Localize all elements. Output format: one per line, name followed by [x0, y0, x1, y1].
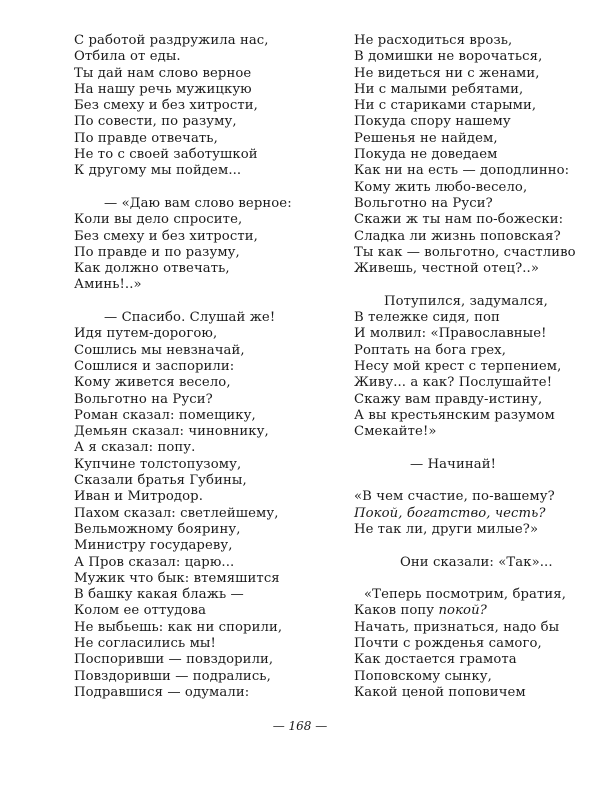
poem-line-text: Вольготно на Руси?	[354, 195, 493, 211]
poem-line-italic: покой?	[438, 603, 487, 619]
poem-line	[354, 489, 584, 505]
poem-line-text: Ты дай нам слово верное	[74, 65, 252, 81]
poem-line-text: Ты как — вольготно, счастливо	[354, 244, 576, 260]
poem-line	[74, 66, 334, 82]
poem-line-text: Не так ли, други милые?»	[354, 521, 539, 537]
poem-line	[74, 261, 334, 277]
poem-line	[74, 440, 334, 456]
poem-line-text: — Спасибо. Слушай же!	[104, 310, 276, 326]
poem-line-text: Мужик что бык: втемяшится	[74, 570, 280, 586]
poem-line	[354, 408, 584, 424]
poem-line	[74, 636, 334, 652]
poem-line-text: Повздоривши — подрались,	[74, 668, 271, 684]
poem-line-text: Не расходиться врозь,	[354, 33, 513, 48]
poem-line	[354, 457, 584, 473]
poem-line-text: Купчине толстопузому,	[74, 456, 242, 472]
poem-line-text: К другому мы пойдем...	[74, 163, 242, 179]
poem-line-text: Начать, признаться, надо бы	[354, 619, 560, 635]
poem-line-text: Вольготно на Руси?	[74, 391, 213, 407]
stanza-gap	[74, 294, 334, 310]
poem-line	[74, 245, 334, 261]
poem-line-text: Покуда не доведаем	[354, 147, 498, 163]
poem-line-text: Живешь, честной отец?..»	[354, 261, 540, 277]
poem-line	[74, 49, 334, 65]
stanza-gap	[354, 440, 584, 456]
poem-line-text: «Теперь посмотрим, братия,	[364, 587, 566, 603]
poem-line-text: Покуда спору нашему	[354, 114, 511, 130]
poem-line	[74, 163, 334, 179]
poem-line-text: — «Даю вам слово верное:	[104, 195, 292, 211]
poem-line-text: Сошлись мы невзначай,	[74, 342, 245, 358]
poem-line	[74, 229, 334, 245]
stanza-gap	[354, 538, 584, 554]
poem-line-text: С работой раздружила нас,	[74, 33, 269, 48]
poem-line-text: Покой, богатство, честь?	[354, 505, 546, 521]
poem-line-text: Кому жить любо-весело,	[354, 179, 528, 195]
poem-line-text: Скажи ж ты нам по-божески:	[354, 212, 564, 228]
poem-line-text: Решенья не найдем,	[354, 130, 498, 146]
poem-line	[74, 424, 334, 440]
poem-line	[74, 392, 334, 408]
poem-line-text: Какой ценой поповичем	[354, 684, 526, 700]
poem-line-text: В домишки не ворочаться,	[354, 49, 543, 65]
poem-line-text: Сладка ли жизнь поповская?	[354, 228, 561, 244]
stanza-gap	[354, 277, 584, 293]
poem-line-text: На нашу речь мужицкую	[74, 81, 252, 97]
poem-line	[354, 212, 584, 228]
poem-line-text: — Начинай!	[410, 456, 496, 472]
poem-line-text: Идя путем-дорогою,	[74, 326, 218, 342]
poem-line	[74, 555, 334, 571]
poem-line	[354, 375, 584, 391]
poem-line-text: Не согласились мы!	[74, 635, 216, 651]
poem-line-text: Роптать на бога грех,	[354, 342, 506, 358]
poem-line-text: Как должно отвечать,	[74, 261, 230, 277]
poem-line-text: Как достается грамота	[354, 652, 517, 668]
poem-line-text: Иван и Митродор.	[74, 489, 204, 505]
poem-line	[354, 245, 584, 261]
poem-line-text: Без смеху и без хитрости,	[74, 228, 258, 244]
poem-line	[354, 326, 584, 342]
poem-line-text: Несу мой крест с терпением,	[354, 358, 562, 374]
poem-line	[354, 652, 584, 668]
poem-line	[74, 131, 334, 147]
poem-line	[354, 33, 584, 49]
left-column	[74, 33, 334, 701]
poem-line-text: Скажу вам правду-истину,	[354, 391, 543, 407]
poem-line-text: Сошлися и заспорили:	[74, 358, 235, 374]
poem-line-text: По совести, по разуму,	[74, 114, 237, 130]
poem-line	[74, 522, 334, 538]
poem-line-text: Ни с малыми ребятами,	[354, 81, 524, 97]
poem-line-text: Не видеться ни с женами,	[354, 65, 540, 81]
poem-line	[354, 98, 584, 114]
poem-line	[354, 424, 584, 440]
poem-line-text: Поповскому сынку,	[354, 668, 492, 684]
poem-line-text: А я сказал: попу.	[74, 440, 196, 456]
poem-line	[74, 114, 334, 130]
poem-line	[74, 587, 334, 603]
poem-line-text: Как ни на есть — доподлинно:	[354, 163, 570, 179]
poem-line	[354, 147, 584, 163]
poem-line	[354, 82, 584, 98]
poem-line	[354, 310, 584, 326]
poem-line	[74, 489, 334, 505]
right-column	[354, 33, 584, 701]
poem-line-text: Коли вы дело спросите,	[74, 212, 243, 228]
poem-line-text: Сказали братья Губины,	[74, 473, 247, 489]
poem-line	[354, 603, 584, 619]
poem-line-text: А вы крестьянским разумом	[354, 407, 555, 423]
poem-line	[74, 212, 334, 228]
poem-line	[354, 196, 584, 212]
poem-line	[74, 82, 334, 98]
poem-line-text: Поспоривши — повздорили,	[74, 652, 274, 668]
poem-line-text: Отбила от еды.	[74, 49, 181, 65]
stanza-gap	[74, 180, 334, 196]
poem-line	[74, 310, 334, 326]
poem-line	[74, 33, 334, 49]
poem-line-text: А Пров сказал: царю...	[74, 554, 235, 570]
poem-line-text: Подравшися — одумали:	[74, 684, 250, 700]
poem-line	[74, 669, 334, 685]
poem-line	[354, 636, 584, 652]
poem-line	[74, 343, 334, 359]
poem-line-text: Смекайте!»	[354, 424, 437, 440]
poem-line	[354, 669, 584, 685]
poem-line	[74, 457, 334, 473]
poem-line-text: «В чем счастие, по-вашему?	[354, 489, 555, 505]
poem-line-text: Министру государеву,	[74, 538, 233, 554]
page-number: — 168 —	[272, 719, 328, 733]
poem-line-text: В башку какая блажь —	[74, 587, 244, 603]
poem-line	[74, 652, 334, 668]
poem-line	[74, 408, 334, 424]
poem-line-text: Демьян сказал: чиновнику,	[74, 424, 269, 440]
poem-line-text: Ни с стариками старыми,	[354, 98, 537, 114]
poem-line-text: Кому живется весело,	[74, 375, 231, 391]
poem-line	[354, 359, 584, 375]
poem-line-text: И молвил: «Православные!	[354, 326, 547, 342]
poem-line	[74, 147, 334, 163]
poem-line	[354, 294, 584, 310]
poem-line	[354, 114, 584, 130]
poem-line	[74, 473, 334, 489]
poem-line-text: Почти с рожденья самого,	[354, 635, 542, 651]
poem-line-text: В тележке сидя, поп	[354, 310, 500, 326]
poem-line-text: Живу... а как? Послушайте!	[354, 375, 553, 391]
poem-line	[74, 506, 334, 522]
poem-line	[354, 343, 584, 359]
poem-line	[74, 603, 334, 619]
poem-line	[354, 506, 584, 522]
poem-line	[354, 180, 584, 196]
poem-line	[74, 277, 334, 293]
poem-line	[354, 163, 584, 179]
poem-line-text: Роман сказал: помещику,	[74, 407, 256, 423]
poem-line-text: Без смеху и без хитрости,	[74, 98, 258, 114]
poem-line	[74, 538, 334, 554]
poem-line	[74, 685, 334, 701]
poem-line	[74, 375, 334, 391]
poem-line	[354, 620, 584, 636]
poem-line-text: Колом ее оттудова	[74, 603, 207, 619]
poem-line	[354, 49, 584, 65]
poem-line	[74, 571, 334, 587]
poem-line-text: Пахом сказал: светлейшему,	[74, 505, 279, 521]
poem-line	[74, 359, 334, 375]
poem-line-text: Они сказали: «Так»...	[400, 554, 553, 570]
poem-line	[354, 587, 584, 603]
poem-line-text: Потупился, задумался,	[384, 293, 548, 309]
poem-line	[354, 66, 584, 82]
poem-line-text: Не то с своей заботушкой	[74, 147, 258, 163]
poem-line	[354, 685, 584, 701]
poem-line	[354, 131, 584, 147]
poem-line	[74, 98, 334, 114]
poem-line-text: Не выбьешь: как ни спорили,	[74, 619, 283, 635]
poem-line	[354, 555, 584, 571]
poem-line	[354, 392, 584, 408]
poem-line	[354, 229, 584, 245]
poem-line-text: Вельможному боярину,	[74, 521, 241, 537]
stanza-gap	[354, 473, 584, 489]
poem-line-text: Аминь!..»	[74, 277, 142, 293]
poem-line-text: По правде и по разуму,	[74, 244, 240, 260]
poem-line	[74, 326, 334, 342]
stanza-gap	[354, 571, 584, 587]
poem-line-text: По правде отвечать,	[74, 130, 218, 146]
poem-line	[74, 620, 334, 636]
poem-line	[354, 261, 584, 277]
poem-line	[354, 522, 584, 538]
poem-line	[74, 196, 334, 212]
poem-line-text: Каков попу	[354, 603, 435, 619]
